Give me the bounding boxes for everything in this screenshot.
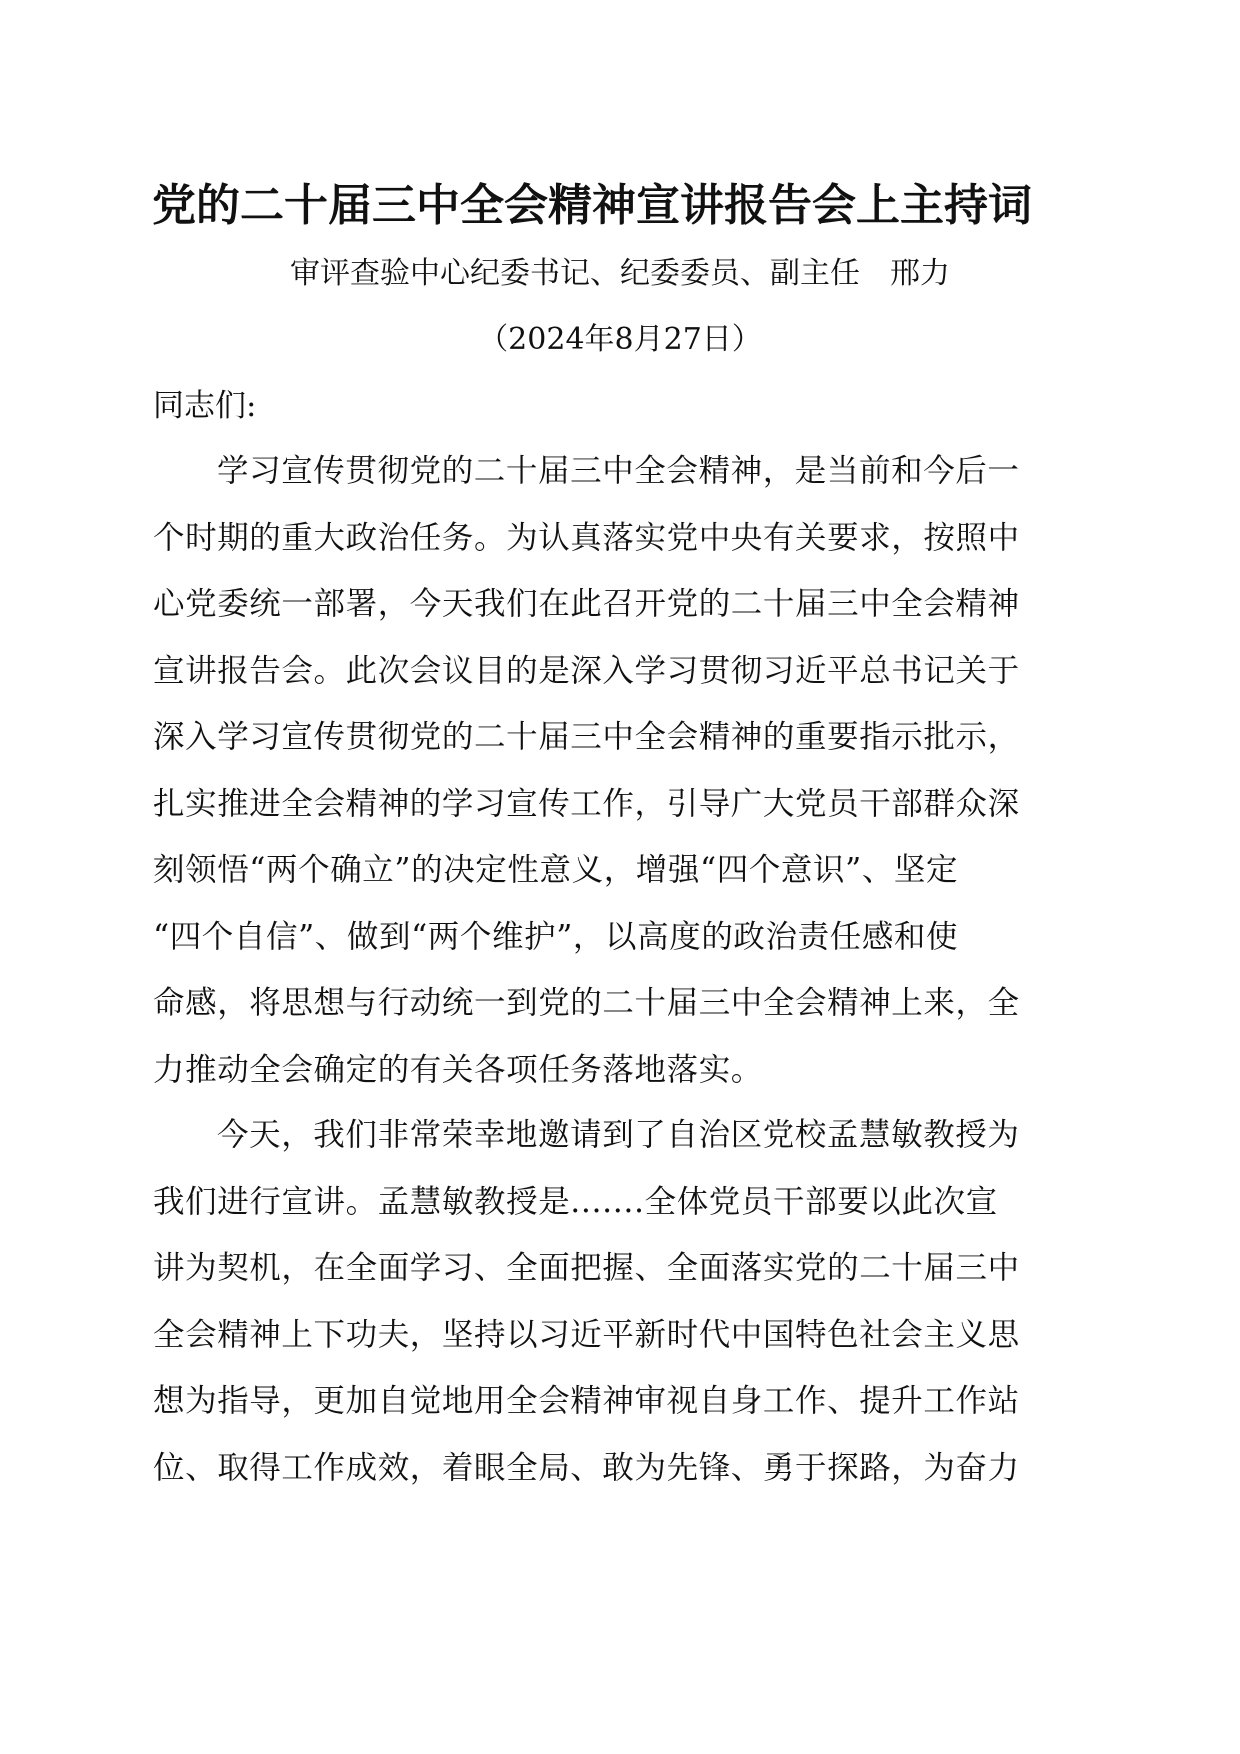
paragraph-line: 学习宣传贯彻党的二十届三中全会精神，是当前和今后一 (217, 453, 1020, 489)
paragraph-line: 我们进行宣讲。孟慧敏教授是.......全体党员干部要以此次宣 (153, 1183, 998, 1220)
date-line: （2024年8月27日） (478, 322, 762, 357)
author-line: 审评查验中心纪委书记、纪委委员、副主任 邢力 (290, 256, 950, 291)
paragraph-line: 位、取得工作成效，着眼全局、敢为先锋、勇于探路，为奋力 (153, 1449, 1020, 1486)
paragraph-line: 宣讲报告会。此次会议目的是深入学习贯彻习近平总书记关于 (153, 652, 1020, 689)
paragraph-line: 全会精神上下功夫，坚持以习近平新时代中国特色社会主义思 (153, 1316, 1020, 1353)
paragraph-line: 扎实推进全会精神的学习宣传工作，引导广大党员干部群众深 (153, 785, 1020, 822)
document-title: 党的二十届三中全会精神宣讲报告会上主持词 (152, 180, 1032, 231)
paragraph (153, 438, 1073, 1103)
paragraph-line: 深入学习宣传贯彻党的二十届三中全会精神的重要指示批示， (153, 719, 1020, 755)
paragraph-line: 力推动全会确定的有关各项任务落地落实。 (153, 1051, 763, 1088)
paragraph-line: “四个自信”、做到“两个维护”，以高度的政治责任感和使 (153, 918, 959, 955)
paragraph-line: 个时期的重大政治任务。为认真落实党中央有关要求，按照中 (153, 519, 1020, 556)
paragraph-line: 心党委统一部署，今天我们在此召开党的二十届三中全会精神 (153, 586, 1020, 622)
salutation: 同志们: (153, 388, 257, 424)
paragraph-line: 刻领悟“两个确立”的决定性意义，增强“四个意识”、坚定 (153, 852, 959, 888)
paragraph-line: 命感，将思想与行动统一到党的二十届三中全会精神上来，全 (153, 985, 1020, 1021)
paragraph-line: 想为指导，更加自觉地用全会精神审视自身工作、提升工作站 (153, 1383, 1020, 1419)
paragraph (153, 1102, 1073, 1501)
paragraph-line: 今天，我们非常荣幸地邀请到了自治区党校孟慧敏教授为 (217, 1117, 1020, 1153)
paragraph-line: 讲为契机，在全面学习、全面把握、全面落实党的二十届三中 (153, 1250, 1020, 1286)
